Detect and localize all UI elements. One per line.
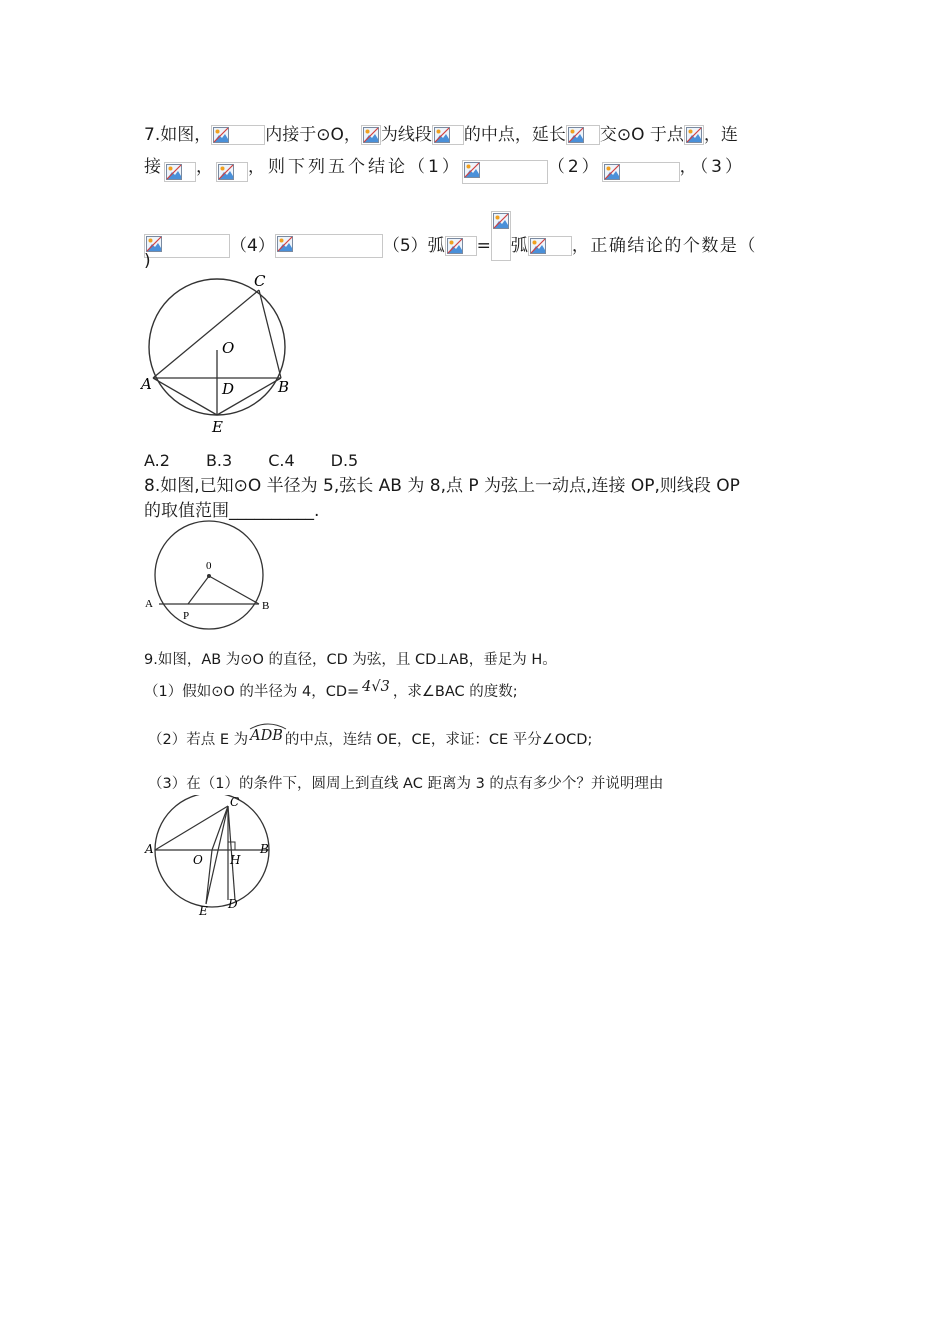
broken-image-icon — [445, 236, 477, 256]
q7-line-1: 7.如图， 内接于⊙O， 为线段 的中点，延长 交⊙O 于点 ，连 — [144, 125, 738, 145]
q9-stem: 9.如图，AB 为⊙O 的直径，CD 为弦，且 CD⊥AB，垂足为 H。 — [144, 652, 557, 668]
point-label-b: B — [260, 842, 269, 856]
broken-image-icon — [528, 236, 572, 256]
broken-image-icon — [432, 125, 464, 145]
point-label-a: A — [141, 375, 152, 393]
q9-part-1: （1）假如⊙O 的半径为 4，CD= 4√3 ，求∠BAC 的度数; — [144, 679, 518, 700]
point-label-a: A — [145, 842, 154, 856]
q8-line-2: 的取值范围__________. — [144, 501, 320, 521]
point-label-p: P — [183, 610, 190, 622]
broken-image-icon — [361, 125, 381, 145]
broken-image-icon — [211, 125, 265, 145]
point-label-c: C — [254, 272, 266, 290]
broken-image-icon — [491, 211, 511, 261]
point-label-d: D — [228, 897, 238, 911]
broken-image-icon — [602, 162, 680, 182]
point-label-o: O — [193, 853, 203, 867]
arc-mark-icon — [248, 722, 288, 730]
broken-image-icon — [144, 234, 230, 258]
broken-image-icon — [684, 125, 704, 145]
point-label-c: C — [230, 795, 240, 809]
point-label-o: O — [222, 339, 235, 357]
q8-circle-figure — [140, 520, 280, 635]
point-label-h: H — [230, 853, 241, 867]
q8-line-1: 8.如图,已知⊙O 半径为 5,弦长 AB 为 8,点 P 为弦上一动点,连接 OP,则线段 OP — [144, 476, 740, 496]
q9-part-3: （3）在（1）的条件下，圆周上到直线 AC 距离为 3 的点有多少个？并说明理由 — [148, 776, 664, 792]
q7-options — [144, 450, 394, 472]
point-label-a: A — [145, 598, 153, 610]
broken-image-icon — [164, 162, 196, 182]
math-expression: 4√3 — [362, 679, 390, 695]
broken-image-icon — [566, 125, 600, 145]
point-label-d: D — [222, 380, 235, 398]
q9-part-2: （2）若点 E 为 ADB 的中点，连结 OE，CE，求证：CE 平分∠OCD; — [148, 730, 592, 750]
broken-image-icon — [216, 162, 248, 182]
arc-expression: ADB — [248, 726, 285, 746]
option-d: D.5 — [330, 451, 359, 470]
q9-circle-figure — [140, 795, 280, 920]
point-label-e: E — [199, 904, 208, 918]
option-c: C.4 — [268, 451, 295, 470]
broken-image-icon — [275, 234, 383, 258]
point-label-e: E — [212, 418, 223, 436]
point-label-b: B — [262, 600, 270, 612]
q7-line-3: （4） （5）弧 = 弧 ，正确结论的个数是（ — [144, 211, 757, 261]
q7-line-2: 接 ， ，则下列五个结论（1） （2） ，（3） — [144, 150, 745, 184]
point-label-o: 0 — [206, 560, 212, 572]
option-a: A.2 — [144, 451, 170, 470]
broken-image-icon — [462, 160, 548, 184]
q7-line-4: ) — [144, 251, 151, 271]
q7-circle-figure — [140, 270, 300, 440]
option-b: B.3 — [205, 451, 233, 470]
point-label-b: B — [278, 378, 290, 396]
